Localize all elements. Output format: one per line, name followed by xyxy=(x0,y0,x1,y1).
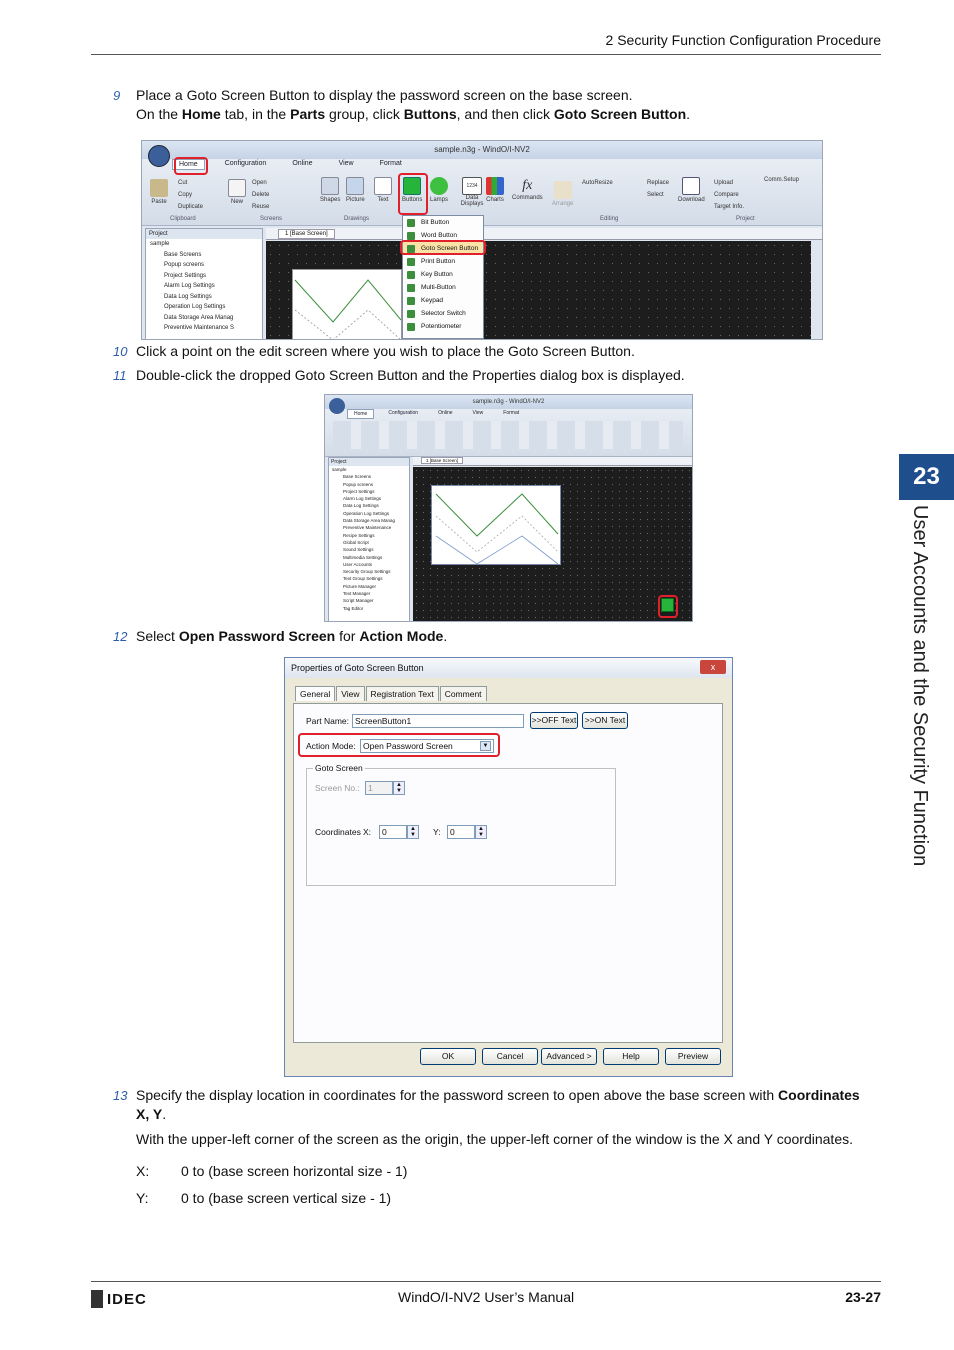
highlight-placed-button xyxy=(658,595,678,618)
editing-group-right xyxy=(647,177,669,201)
tab-view[interactable]: View xyxy=(336,686,364,701)
ribbon-tabs-small xyxy=(347,409,525,419)
tree-item[interactable]: User Accounts xyxy=(343,561,373,567)
project-panel-small xyxy=(328,457,410,622)
tree-item[interactable]: Global Script xyxy=(343,539,369,545)
tree-item[interactable]: Data Log Settings xyxy=(164,293,212,300)
app-orb-icon[interactable] xyxy=(329,398,345,414)
tab-base-screen[interactable]: 1 [Base Screen] xyxy=(421,457,463,464)
project-tree xyxy=(146,239,262,334)
open-button[interactable]: Open xyxy=(252,180,267,186)
tree-item[interactable]: Data Storage Area Manag xyxy=(343,518,396,524)
menu-item-goto-screen-button[interactable]: Goto Screen Button xyxy=(403,242,483,255)
highlight-home-tab xyxy=(174,157,208,175)
arrange-button[interactable]: Arrange xyxy=(552,181,573,207)
step-number: 13 xyxy=(113,1088,128,1103)
target-info-button[interactable]: Target Info. xyxy=(714,204,745,210)
editing-group xyxy=(582,177,613,189)
group-label-editing: Editing xyxy=(600,216,619,222)
step-10-text: Click a point on the edit screen where you wish to place the Goto Screen Button. xyxy=(136,343,635,359)
step-9-line1: Place a Goto Screen Button to display the password screen on the base screen. xyxy=(136,87,633,103)
screen-no-label: Screen No.: xyxy=(315,783,360,793)
part-name-label: Part Name: xyxy=(306,716,349,726)
picture-button[interactable]: Picture xyxy=(346,177,365,203)
properties-dialog xyxy=(284,657,733,1077)
delete-button[interactable]: Delete xyxy=(252,192,270,198)
base-screen-area[interactable] xyxy=(431,485,561,565)
download-button[interactable]: Download xyxy=(678,177,705,203)
preview-button[interactable]: Preview xyxy=(665,1048,721,1065)
chapter-title-text: User Accounts and the Security Function xyxy=(909,505,931,867)
tree-item[interactable]: Popup screens xyxy=(343,481,374,487)
tree-item[interactable]: Popup screens xyxy=(164,262,205,268)
replace-button[interactable]: Replace xyxy=(647,180,670,186)
project-panel xyxy=(145,228,263,340)
step-12-text: Select Open Password Screen for Action Mode. xyxy=(136,628,448,644)
menu-item-multi-button[interactable]: Multi-Button xyxy=(403,281,483,294)
paste-button[interactable]: Paste xyxy=(150,179,168,205)
group-label-screens: Screens xyxy=(260,216,283,222)
app-orb-icon[interactable] xyxy=(148,145,170,167)
tree-item[interactable]: Base Screens xyxy=(164,251,202,258)
dialog-tabs xyxy=(295,686,488,701)
lamps-button[interactable]: Lamps xyxy=(430,177,448,203)
footer-rule xyxy=(91,1281,881,1282)
compare-button[interactable]: Compare xyxy=(714,192,739,198)
coordinates-label: Coordinates xyxy=(315,827,361,837)
y-coord-label: Y: xyxy=(433,827,441,837)
ribbon xyxy=(142,141,822,226)
data-displays-button[interactable]: 1234 Data Displays xyxy=(457,177,487,207)
tab-registration-text[interactable]: Registration Text xyxy=(366,686,439,701)
menu-item-key-button[interactable]: Key Button xyxy=(403,268,483,281)
ribbon-small xyxy=(325,395,692,457)
y-range-label: Y: xyxy=(136,1190,149,1206)
tab-base-screen[interactable]: 1 [Base Screen] xyxy=(278,229,335,239)
window-title: sample.n3g - WindO/I-NV2 xyxy=(142,141,822,159)
comm-setup-button[interactable]: Comm.Setup xyxy=(764,177,800,183)
tree-item[interactable]: Data Log Settings xyxy=(343,503,379,509)
header-rule xyxy=(91,54,881,55)
tab-format[interactable]: Format xyxy=(379,160,402,167)
step-number: 9 xyxy=(113,88,121,103)
tree-item[interactable]: Picture Manager xyxy=(343,583,377,589)
highlight-action-mode xyxy=(298,733,500,757)
project-tree xyxy=(329,466,409,612)
tab-home[interactable]: Home xyxy=(347,409,374,419)
line-chart-preview xyxy=(293,270,403,340)
y-range-text: 0 to (base screen vertical size - 1) xyxy=(181,1190,392,1206)
help-button[interactable]: Help xyxy=(603,1048,659,1065)
copy-button[interactable]: Copy xyxy=(178,192,193,198)
tree-item[interactable]: Project Settings xyxy=(164,272,207,279)
x-range-label: X: xyxy=(136,1163,150,1179)
autoresize-button[interactable]: AutoResize xyxy=(582,180,613,186)
project-panel-header: Project xyxy=(146,229,262,239)
step-13-text: Specify the display location in coordinates for the password screen to open above the base screen with Coordinates X, Y. xyxy=(136,1087,860,1122)
general-tab-panel xyxy=(293,703,723,1043)
step-number: 12 xyxy=(113,629,128,644)
action-mode-label: Action Mode: xyxy=(306,741,356,751)
tab-home[interactable]: Home xyxy=(172,159,205,170)
x-coord-input[interactable]: 0 xyxy=(379,825,407,839)
reuse-button[interactable]: Reuse xyxy=(252,204,270,210)
highlight-buttons xyxy=(398,173,428,215)
logo-mark-icon xyxy=(91,1290,103,1308)
commands-button[interactable]: fx Commands xyxy=(512,178,543,201)
project-panel-header: Project xyxy=(329,458,409,466)
chevron-down-icon: ▼ xyxy=(480,741,491,751)
tree-item[interactable]: Base Screens xyxy=(343,474,372,480)
logo-text: IDEC xyxy=(107,1290,147,1308)
y-coord-spinner[interactable]: ▲ ▼ xyxy=(475,825,487,839)
menu-item-word-button[interactable]: Word Button xyxy=(403,229,483,242)
chapter-side-title xyxy=(900,505,954,885)
tree-item[interactable]: Preventive Maintenance xyxy=(343,525,392,531)
tab-comment[interactable]: Comment xyxy=(440,686,487,701)
group-label-project: Project xyxy=(736,216,755,222)
group-label-drawings: Drawings xyxy=(344,216,370,222)
new-button[interactable]: New xyxy=(228,179,246,205)
tab-view[interactable]: View xyxy=(338,160,354,167)
tab-view[interactable]: View xyxy=(472,410,484,416)
tree-item[interactable]: Preventive Maintenance S xyxy=(164,325,235,331)
screens-group xyxy=(252,177,269,213)
screen-no-spinner[interactable]: ▲ ▼ xyxy=(393,781,405,795)
advanced-button[interactable]: Advanced > xyxy=(541,1048,597,1065)
step-13-paragraph: With the upper-left corner of the screen as the origin, the upper-left corner of the window is the X and Y coordinates. xyxy=(136,1131,853,1147)
tree-item[interactable]: Security Group Settings xyxy=(343,569,391,575)
screen-tabbar xyxy=(266,228,822,240)
tree-item[interactable]: Text Manager xyxy=(343,591,371,597)
cancel-button[interactable]: Cancel xyxy=(482,1048,538,1065)
cut-button[interactable]: Cut xyxy=(178,180,188,186)
select-button[interactable]: Select xyxy=(647,192,664,198)
duplicate-button[interactable]: Duplicate xyxy=(178,204,204,210)
tab-configuration[interactable]: Configuration xyxy=(388,410,419,416)
tree-item[interactable]: Script Manager xyxy=(343,598,374,604)
y-coord-input[interactable]: 0 xyxy=(447,825,475,839)
page-number: 23-27 xyxy=(845,1289,881,1305)
tab-online[interactable]: Online xyxy=(438,410,453,416)
tab-format[interactable]: Format xyxy=(503,410,520,416)
ok-button[interactable]: OK xyxy=(420,1048,476,1065)
tab-configuration[interactable]: Configuration xyxy=(224,160,267,167)
tree-item[interactable]: Text Group Settings xyxy=(343,576,383,582)
step-number: 11 xyxy=(113,368,127,383)
upload-button[interactable]: Upload xyxy=(714,180,734,186)
close-icon[interactable]: x xyxy=(700,660,726,674)
tab-online[interactable]: Online xyxy=(292,160,313,167)
manual-title: WindO/I-NV2 User’s Manual xyxy=(398,1289,575,1305)
step-number: 10 xyxy=(113,344,128,359)
screenshot-ribbon-buttons-menu xyxy=(141,140,823,340)
x-coord-label: X: xyxy=(363,827,372,837)
tree-item[interactable]: Multimedia Settings xyxy=(343,554,383,560)
project-group xyxy=(714,177,744,213)
idec-logo xyxy=(91,1290,147,1308)
tree-item[interactable]: Data Storage Area Manag xyxy=(164,314,234,321)
shapes-button[interactable]: Shapes xyxy=(320,177,340,203)
running-header: 2 Security Function Configuration Procedure xyxy=(605,32,881,48)
screenshot-placed-button xyxy=(324,394,693,622)
tree-item[interactable]: Operation Log Settings xyxy=(164,304,226,310)
part-name-input[interactable]: ScreenButton1 xyxy=(352,714,524,728)
tree-item[interactable]: Alarm Log Settings xyxy=(343,496,382,502)
goto-screen-legend: Goto Screen xyxy=(315,763,363,773)
action-mode-value: Open Password Screen xyxy=(363,741,453,751)
line-chart-preview xyxy=(432,486,562,566)
tree-item[interactable]: Recipe Settings xyxy=(343,532,375,538)
buttons-button[interactable]: Buttons xyxy=(402,177,422,203)
x-coord-spinner[interactable]: ▲ ▼ xyxy=(407,825,419,839)
step-9-line2: On the Home tab, in the Parts group, click Buttons, and then click Goto Screen Button. xyxy=(136,106,691,122)
tree-item[interactable]: Project Settings xyxy=(343,488,375,494)
screen-tabbar-small xyxy=(413,457,693,466)
on-text-button[interactable]: >>ON Text xyxy=(582,712,628,729)
tree-item[interactable]: Alarm Log Settings xyxy=(164,283,215,289)
x-range-text: 0 to (base screen horizontal size - 1) xyxy=(181,1163,408,1179)
goto-screen-group xyxy=(306,763,616,886)
menu-item-print-button[interactable]: Print Button xyxy=(403,255,483,268)
tab-general[interactable]: General xyxy=(295,686,335,701)
text-button[interactable]: Text xyxy=(374,177,392,203)
clipboard-group xyxy=(178,177,203,213)
chapter-number-tab: 23 xyxy=(899,454,954,500)
tree-item[interactable]: sample xyxy=(150,241,170,247)
tree-item[interactable]: sample xyxy=(332,467,347,472)
group-label-clipboard: Clipboard xyxy=(170,216,196,222)
tree-item[interactable]: Tag Editor xyxy=(343,605,364,611)
buttons-dropdown-menu xyxy=(402,215,484,339)
window-title-small: sample.n3g - WindO/I-NV2 xyxy=(325,395,692,409)
off-text-button[interactable]: >>OFF Text xyxy=(530,712,578,729)
menu-item-bit-button[interactable]: Bit Button xyxy=(403,216,483,229)
screen-no-input[interactable]: 1 xyxy=(365,781,393,795)
menu-item-potentiometer[interactable]: Potentiometer xyxy=(403,320,483,333)
step-11-text: Double-click the dropped Goto Screen Button and the Properties dialog box is displayed. xyxy=(136,367,685,383)
ribbon-icons-strip xyxy=(333,421,683,449)
dialog-title: Properties of Goto Screen Button xyxy=(285,658,732,678)
menu-item-keypad[interactable]: Keypad xyxy=(403,294,483,307)
charts-button[interactable]: Charts xyxy=(486,177,504,203)
base-screen-area[interactable] xyxy=(292,269,402,340)
tree-item[interactable]: Operation Log Settings xyxy=(343,510,390,516)
menu-item-selector-switch[interactable]: Selector Switch xyxy=(403,307,483,320)
tree-item[interactable]: Sound Settings xyxy=(343,547,374,553)
highlight-goto-screen-button xyxy=(400,240,486,255)
